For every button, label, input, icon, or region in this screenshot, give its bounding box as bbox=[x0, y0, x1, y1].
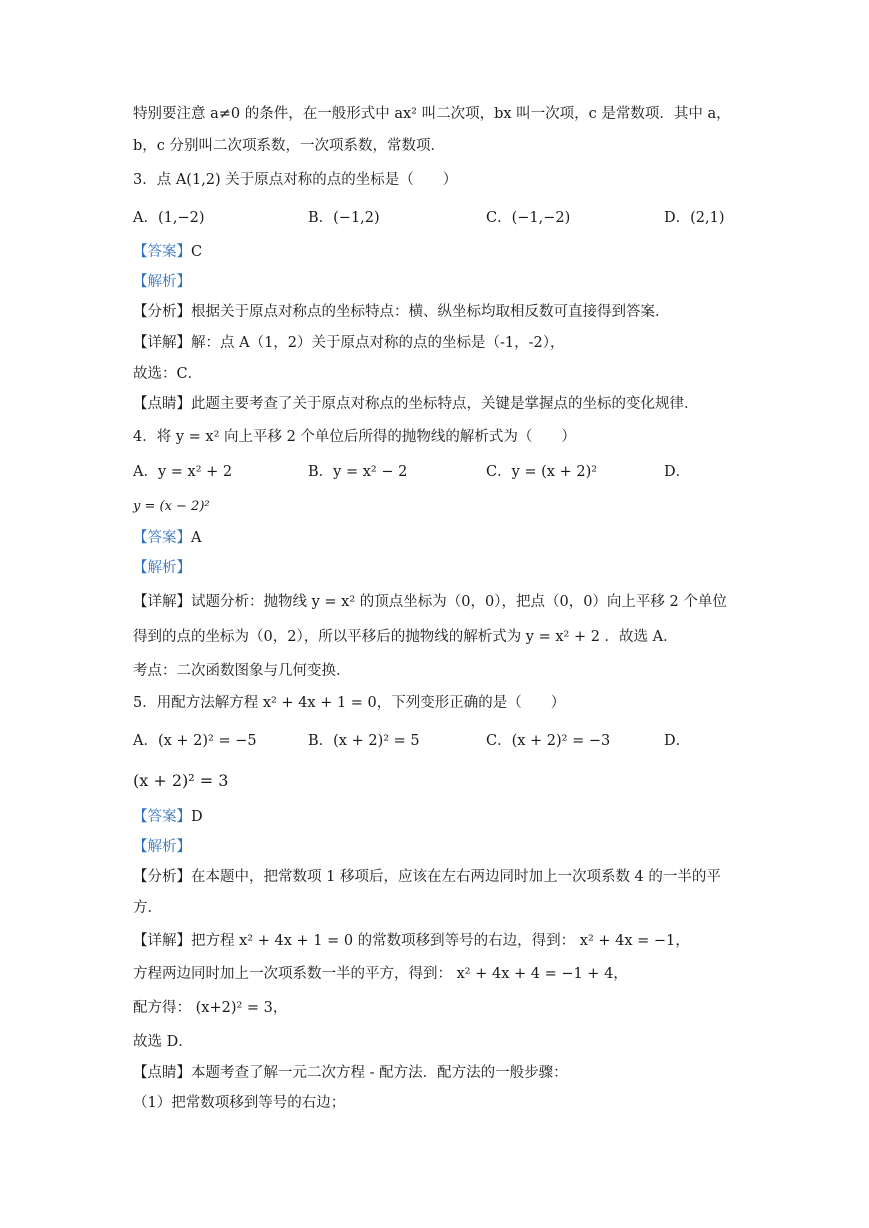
step-1: （1）把常数项移到等号的右边； bbox=[133, 1095, 346, 1111]
fenxi-tag: 【分析】 bbox=[133, 869, 191, 885]
answer-tag: 【答案】 bbox=[133, 809, 191, 825]
analysis-tag: 【解析】 bbox=[133, 839, 191, 855]
fenxi-text: 在本题中，把常数项 1 移项后，应该在左右两边同时加上一次项系数 4 的一半的平 bbox=[191, 869, 721, 885]
answer-line bbox=[133, 807, 203, 827]
option-d: D． bbox=[664, 733, 691, 749]
option-b: B．y = x² − 2 bbox=[308, 464, 408, 480]
option-d: D．(2,1) bbox=[664, 210, 725, 226]
text-line: 得到的点的坐标为（0，2），所以平移后的抛物线的解析式为 y = x² + 2 ．故选 A． bbox=[133, 629, 678, 645]
option-c: C．y = (x + 2)² bbox=[486, 464, 598, 480]
option-c: C．(x + 2)² = −3 bbox=[486, 733, 611, 749]
fenxi-text: 根据关于原点对称点的坐标特点：横、纵坐标均取相反数可直接得到答案． bbox=[191, 304, 670, 320]
question-5: 5．用配方法解方程 x² + 4x + 1 = 0，下列变形正确的是（ ） bbox=[133, 695, 566, 711]
option-b: B．(x + 2)² = 5 bbox=[308, 733, 420, 749]
option-d: D． bbox=[664, 464, 691, 480]
conclusion: 故选：C． bbox=[133, 366, 203, 382]
option-b: B．(−1,2) bbox=[308, 210, 380, 226]
xiangjie-tag: 【详解】 bbox=[133, 335, 191, 351]
xiangjie-line bbox=[133, 333, 565, 353]
text-line: b，c 分别叫二次项系数，一次项系数，常数项． bbox=[133, 138, 446, 154]
answer-line bbox=[133, 242, 202, 262]
answer-tag: 【答案】 bbox=[133, 244, 191, 260]
dianjing-tag: 【点睛】 bbox=[133, 1065, 191, 1081]
xiangjie-tag: 【详解】 bbox=[133, 594, 191, 610]
question-3: 3．点 A(1,2) 关于原点对称的点的坐标是（ ） bbox=[133, 172, 458, 188]
step-3: 配方得： (x+2)² = 3， bbox=[133, 1000, 288, 1016]
xiangjie-line bbox=[133, 592, 727, 612]
text-line: 方． bbox=[133, 900, 162, 916]
analysis-tag: 【解析】 bbox=[133, 560, 191, 576]
dianjing-text: 本题考查了解一元二次方程 - 配方法．配方法的一般步骤： bbox=[191, 1065, 568, 1081]
question-4: 4．将 y = x² 向上平移 2 个单位后所得的抛物线的解析式为（ ） bbox=[133, 429, 576, 445]
step-2: 方程两边同时加上一次项系数一半的平方，得到： x² + 4x + 4 = −1 + 4， bbox=[133, 966, 628, 982]
option-a: A．y = x² + 2 bbox=[133, 464, 233, 480]
dianjing-text: 此题主要考查了关于原点对称点的坐标特点，关键是掌握点的坐标的变化规律． bbox=[191, 396, 699, 412]
fenxi-line bbox=[133, 302, 670, 322]
fenxi-tag: 【分析】 bbox=[133, 304, 191, 320]
kaodian: 考点：二次函数图象与几何变换． bbox=[133, 663, 351, 679]
analysis-tag: 【解析】 bbox=[133, 274, 191, 290]
dianjing-line bbox=[133, 394, 699, 414]
xiangjie-tag: 【详解】 bbox=[133, 933, 191, 949]
xiangjie-text: 解：点 A（1，2）关于原点对称的点的坐标是（-1，-2）， bbox=[191, 335, 565, 351]
answer-line bbox=[133, 528, 201, 548]
answer-value: A bbox=[191, 530, 202, 546]
option-c: C．(−1,−2) bbox=[486, 210, 571, 226]
answer-value: C bbox=[191, 244, 203, 260]
dianjing-tag: 【点睛】 bbox=[133, 396, 191, 412]
option-a: A．(x + 2)² = −5 bbox=[133, 733, 257, 749]
option-a: A．(1,−2) bbox=[133, 210, 205, 226]
answer-value: D bbox=[191, 809, 203, 825]
xiangjie-text: 试题分析：抛物线 y = x² 的顶点坐标为（0，0），把点（0，0）向上平移 2 个单位 bbox=[191, 594, 727, 610]
conclusion: 故选 D． bbox=[133, 1034, 193, 1050]
fenxi-line bbox=[133, 867, 721, 887]
option-d-value: y = (x − 2)² bbox=[133, 499, 210, 514]
dianjing-line bbox=[133, 1063, 568, 1083]
xiangjie-line bbox=[133, 931, 690, 951]
text-line: 特别要注意 a≠0 的条件，在一般形式中 ax² 叫二次项，bx 叫一次项，c 是常数项．其中 a， bbox=[133, 106, 731, 122]
option-d-value: (x + 2)² = 3 bbox=[133, 771, 229, 790]
xiangjie-text: 把方程 x² + 4x + 1 = 0 的常数项移到等号的右边，得到： x² + 4x = −1， bbox=[191, 933, 690, 949]
answer-tag: 【答案】 bbox=[133, 530, 191, 546]
